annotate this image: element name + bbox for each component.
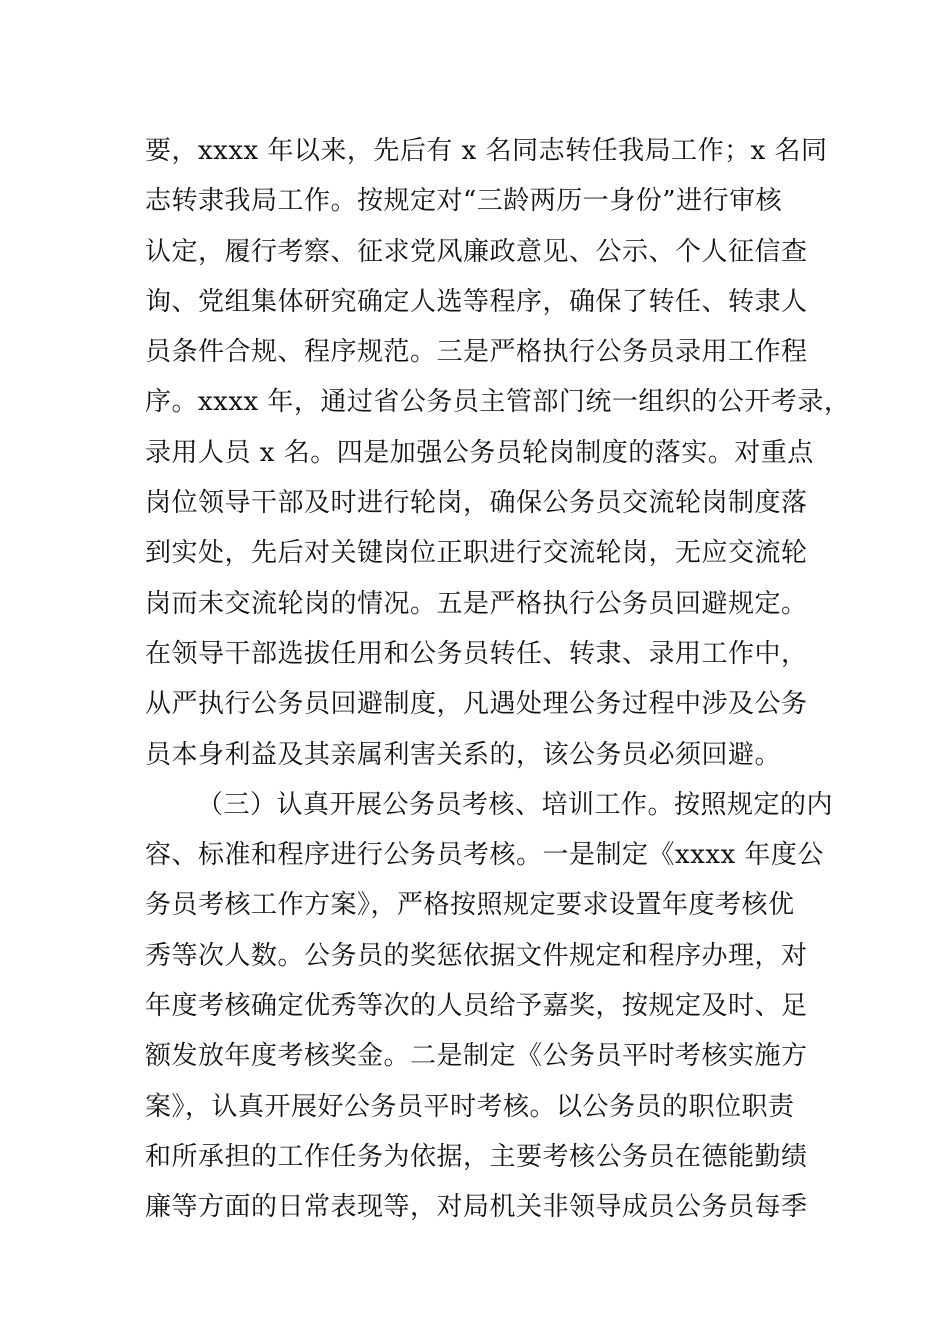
text-line: 和所承担的工作任务为依据，主要考核公务员在德能勤绩 bbox=[145, 1141, 808, 1172]
text-line: 岗位领导干部及时进行轮岗，确保公务员交流轮岗制度落 bbox=[145, 488, 808, 519]
document-body bbox=[145, 126, 851, 1233]
text-line: 案》，认真开展好公务员平时考核。以公务员的职位职责 bbox=[145, 1091, 795, 1122]
text-line: 容、标准和程序进行公务员考核。一是制定《xxxx 年度公 bbox=[145, 840, 824, 871]
text-line: 廉等方面的日常表现等，对局机关非领导成员公务员每季 bbox=[145, 1192, 808, 1223]
text-line: 在领导干部选拔任用和公务员转任、转隶、录用工作中， bbox=[145, 638, 808, 669]
text-line: 认定，履行考察、征求党风廉政意见、公示、个人征信查 bbox=[145, 236, 808, 267]
text-line: 要，xxxx 年以来，先后有 x 名同志转任我局工作；x 名同 bbox=[145, 136, 828, 166]
text-line: 从严执行公务员回避制度，凡遇处理公务过程中涉及公务 bbox=[145, 689, 808, 720]
text-line: 序。xxxx 年，通过省公务员主管部门统一组织的公开考录， bbox=[145, 387, 851, 418]
text-line: 额发放年度考核奖金。二是制定《公务员平时考核实施方 bbox=[145, 1041, 808, 1072]
text-line: 询、党组集体研究确定人选等程序，确保了转任、转隶人 bbox=[145, 286, 808, 317]
section-heading-line: （三）认真开展公务员考核、培训工作。按照规定的内 bbox=[197, 789, 834, 820]
text-line: 员本身利益及其亲属利害关系的，该公务员必须回避。 bbox=[145, 739, 782, 770]
text-line: 志转隶我局工作。按规定对“三龄两历一身份”进行审核 bbox=[145, 186, 783, 217]
text-line: 年度考核确定优秀等次的人员给予嘉奖，按规定及时、足 bbox=[145, 991, 808, 1022]
text-line: 务员考核工作方案》，严格按照规定要求设置年度考核优 bbox=[145, 890, 795, 921]
text-line: 秀等次人数。公务员的奖惩依据文件规定和程序办理，对 bbox=[145, 940, 808, 971]
text-line: 到实处，先后对关键岗位正职进行交流轮岗，无应交流轮 bbox=[145, 538, 808, 569]
text-line: 岗而未交流轮岗的情况。五是严格执行公务员回避规定。 bbox=[145, 588, 808, 619]
text-line: 录用人员 x 名。四是加强公务员轮岗制度的落实。对重点 bbox=[145, 437, 814, 468]
text-line: 员条件合规、程序规范。三是严格执行公务员录用工作程 bbox=[145, 337, 808, 368]
